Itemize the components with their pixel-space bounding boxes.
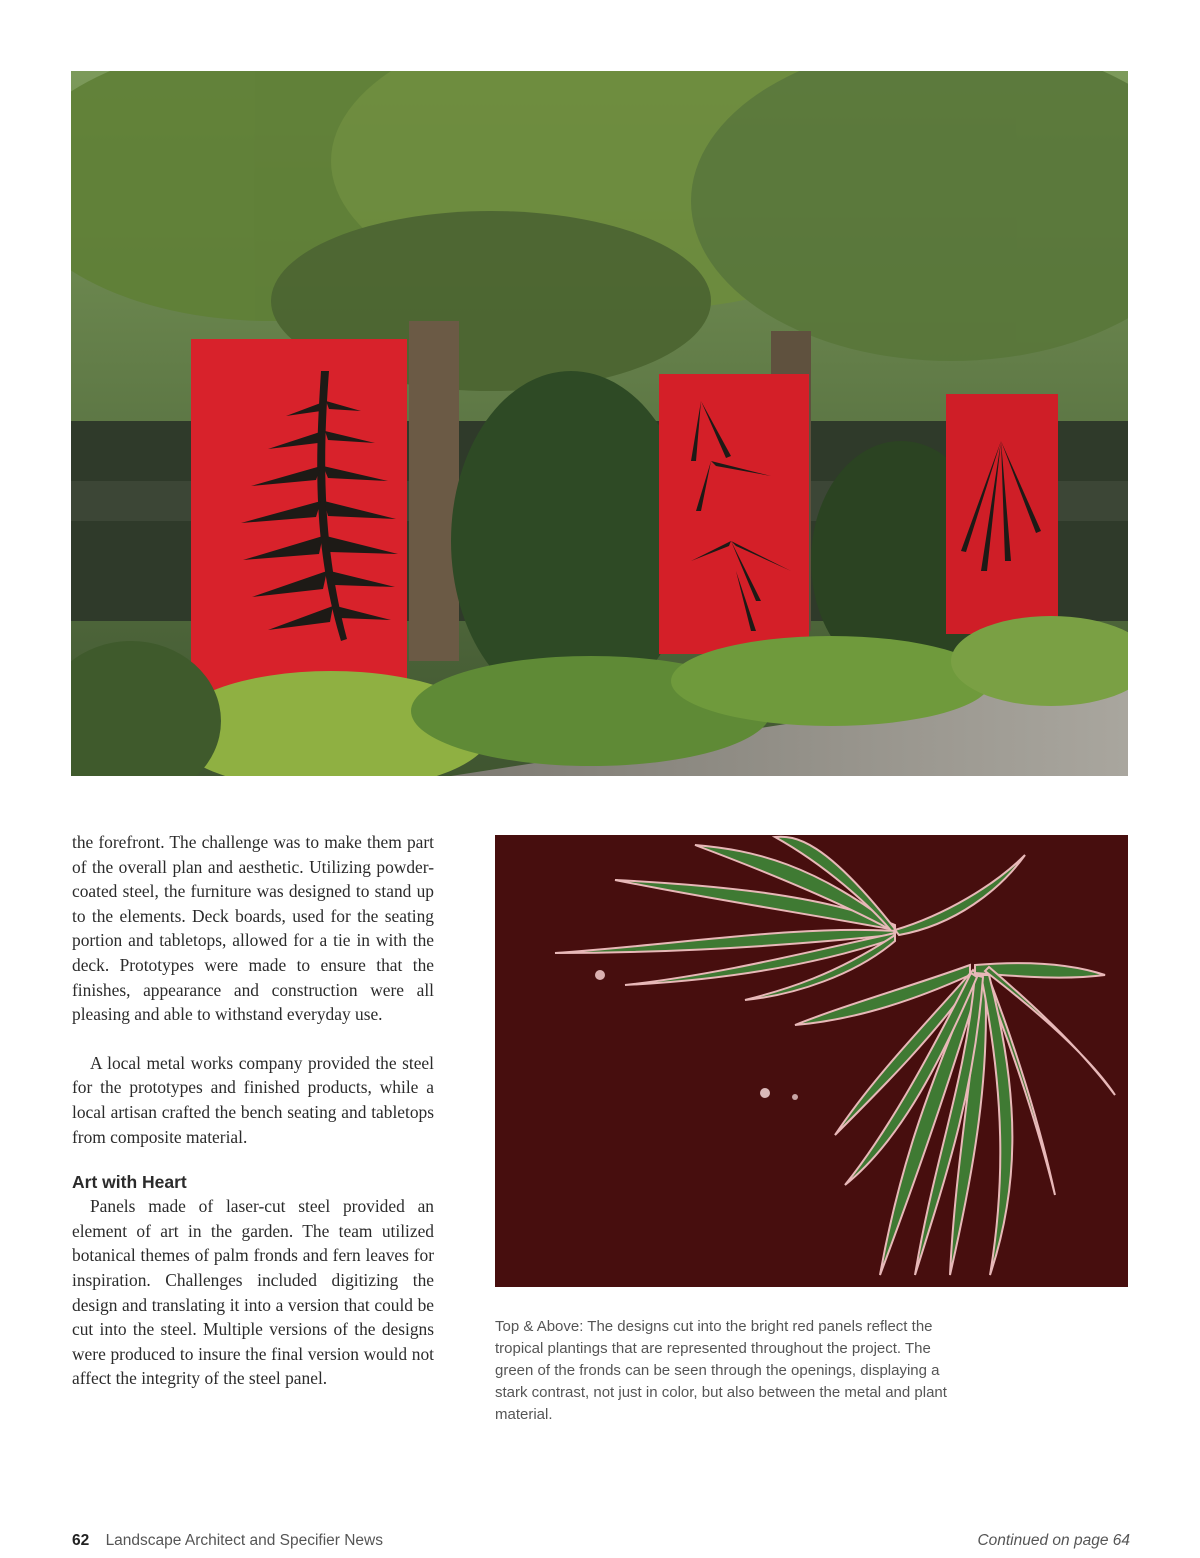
publication-name: Landscape Architect and Specifier News (105, 1532, 383, 1549)
page-footer (72, 1532, 1130, 1556)
page-number: 62 (72, 1532, 90, 1549)
body-paragraph: the forefront. The challenge was to make them part of the overall plan and aesthetic. Utilizing powder-coated steel, the furniture was designed to stand up to the elements. Deck boards, used for the seating portion and tabletops, allowed for a tie in with the deck. Prototypes were made to ensure that the finishes, appearance and construction were all pleasing and able to withstand everyday use. (72, 832, 434, 1025)
article-text-column (72, 830, 434, 1391)
section-heading: Art with Heart (72, 1172, 187, 1193)
frond-detail-photo (495, 835, 1128, 1287)
frond-cutout-illustration (495, 835, 1128, 1287)
photo-caption: Top & Above: The designs cut into the bright red panels reflect the tropical plantings that are represented throughout the project. The green of the fronds can be seen through the openings, displaying a stark contrast, not just in color, but also between the metal and plant material. (495, 1318, 947, 1423)
garden-panels-illustration (71, 71, 1128, 776)
body-paragraph: Panels made of laser-cut steel provided an element of art in the garden. The team utilized botanical themes of palm fronds and fern leaves for inspiration. Challenges included digitizing the design and translating it into a version that could be cut into the steel. Multiple versions of the designs were produced to insure the final version would not affect the integrity of the steel panel. (72, 1196, 434, 1389)
body-paragraph: A local metal works company provided the steel for the prototypes and finished products, while a local artisan crafted the bench seating and tabletops from composite material. (72, 1052, 434, 1147)
continued-note: Continued on page 64 (977, 1532, 1130, 1549)
garden-panels-photo (71, 71, 1128, 776)
